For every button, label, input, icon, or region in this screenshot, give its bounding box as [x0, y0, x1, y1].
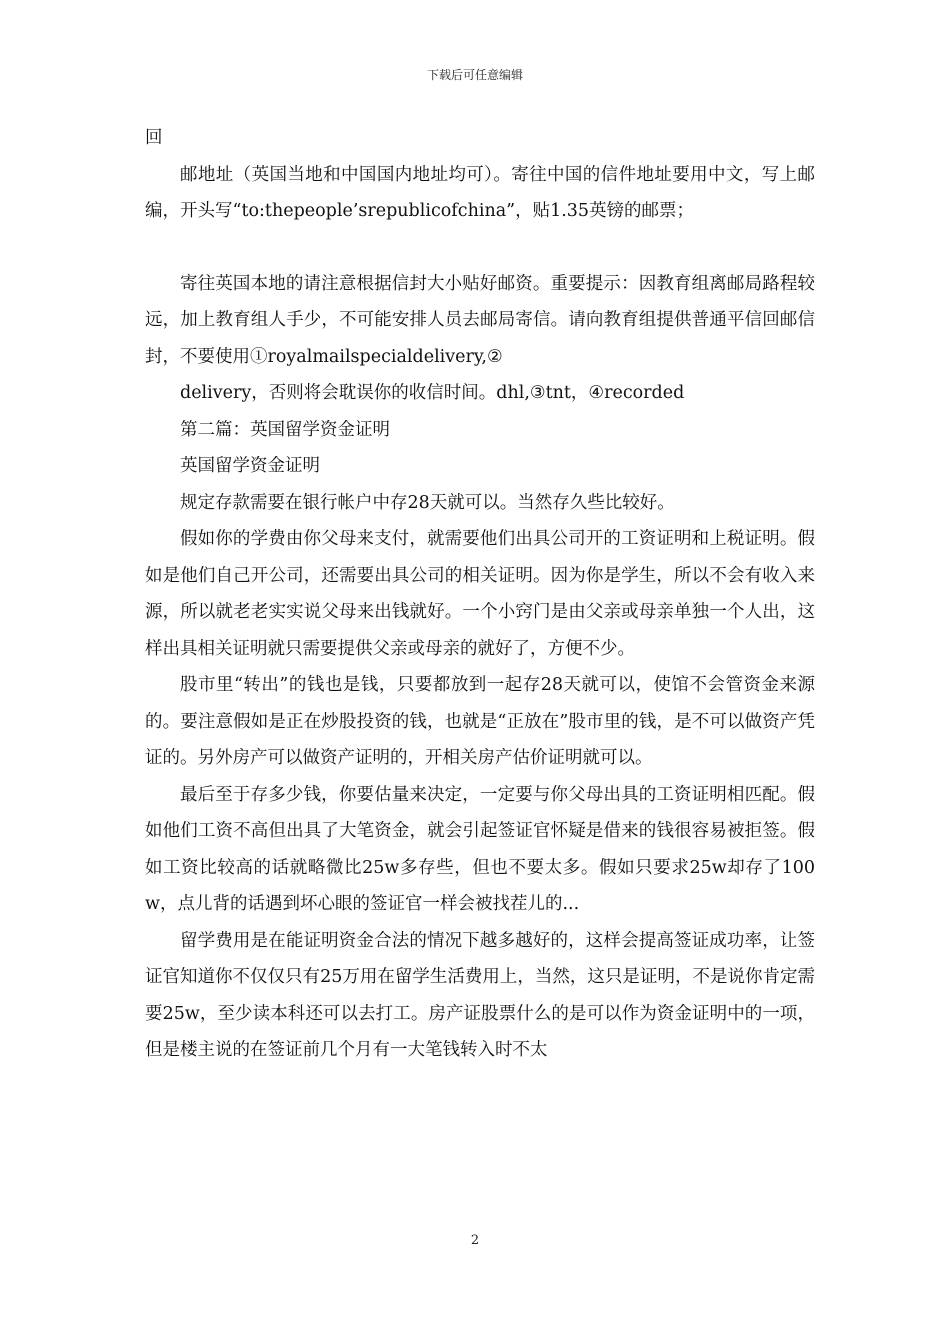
section-heading: 第二篇：英国留学资金证明	[180, 419, 390, 440]
paragraph-stock-funds: 股市里“转出”的钱也是钱，只要都放到一起存28天就可以，使馆不会管资金来源的。要注意假如是正在炒股投资的钱，也就是“正放在”股市里的钱，是不可以做资产凭证的。另外房产可以做资产证明的，开相关房产估价证明就可以。	[145, 675, 815, 768]
paragraph-deposit-rule: 规定存款需要在银行帐户中存28天就可以。当然存久些比较好。	[180, 492, 675, 513]
page-number: 2	[470, 1233, 480, 1248]
paragraph-deposit-amount: 最后至于存多少钱，你要估量来决定，一定要与你父母出具的工资证明相匹配。假如他们工资不高但出具了大笔资金，就会引起签证官怀疑是借来的钱很容易被拒签。假如工资比较高的话就略微比25w多存些，但也不要太多。假如只要求25w却存了100w，点儿背的话遇到坏心眼的签证官一样会被找茬儿的...	[145, 784, 815, 914]
paragraph-mailing-address: 邮地址（英国当地和中国国内地址均可）。寄往中国的信件地址要用中文，写上邮编，开头写“to:thepeople’srepublicofchina”，贴1.35英镑的邮票；	[145, 164, 815, 221]
paragraph-fragment: 回	[145, 128, 163, 148]
paragraph-study-costs: 留学费用是在能证明资金合法的情况下越多越好的，这样会提高签证成功率，让签证官知道你不仅仅只有25万用在留学生活费用上，当然，这只是证明，不是说你肯定需要25w，至少读本科还可以去打工。房产证股票什么的是可以作为资金证明中的一项，但是楼主说的在签证前几个月有一大笔钱转入时不太	[145, 930, 815, 1060]
paragraph-delivery-note: delivery，否则将会耽误你的收信时间。dhl,③tnt，④recorded	[180, 383, 685, 403]
paragraph-parents-payment: 假如你的学费由你父母来支付，就需要他们出具公司开的工资证明和上税证明。假如是他们自己开公司，还需要出具公司的相关证明。因为你是学生，所以不会有收入来源，所以就老老实实说父母来出钱就好。一个小窍门是由父亲或母亲单独一个人出，这样出具相关证明就只需要提供父亲或母亲的就好了，方便不少。	[145, 529, 815, 659]
section-title: 英国留学资金证明	[180, 456, 320, 476]
page-header: 下载后可任意编辑	[426, 68, 523, 82]
paragraph-uk-postage: 寄往英国本地的请注意根据信封大小贴好邮资。重要提示：因教育组离邮局路程较远，加上教育组人手少，不可能安排人员去邮局寄信。请向教育组提供普通平信回邮信封，不要使用①royalmailspecialdelivery,②	[145, 273, 815, 367]
document-body	[145, 120, 815, 1069]
